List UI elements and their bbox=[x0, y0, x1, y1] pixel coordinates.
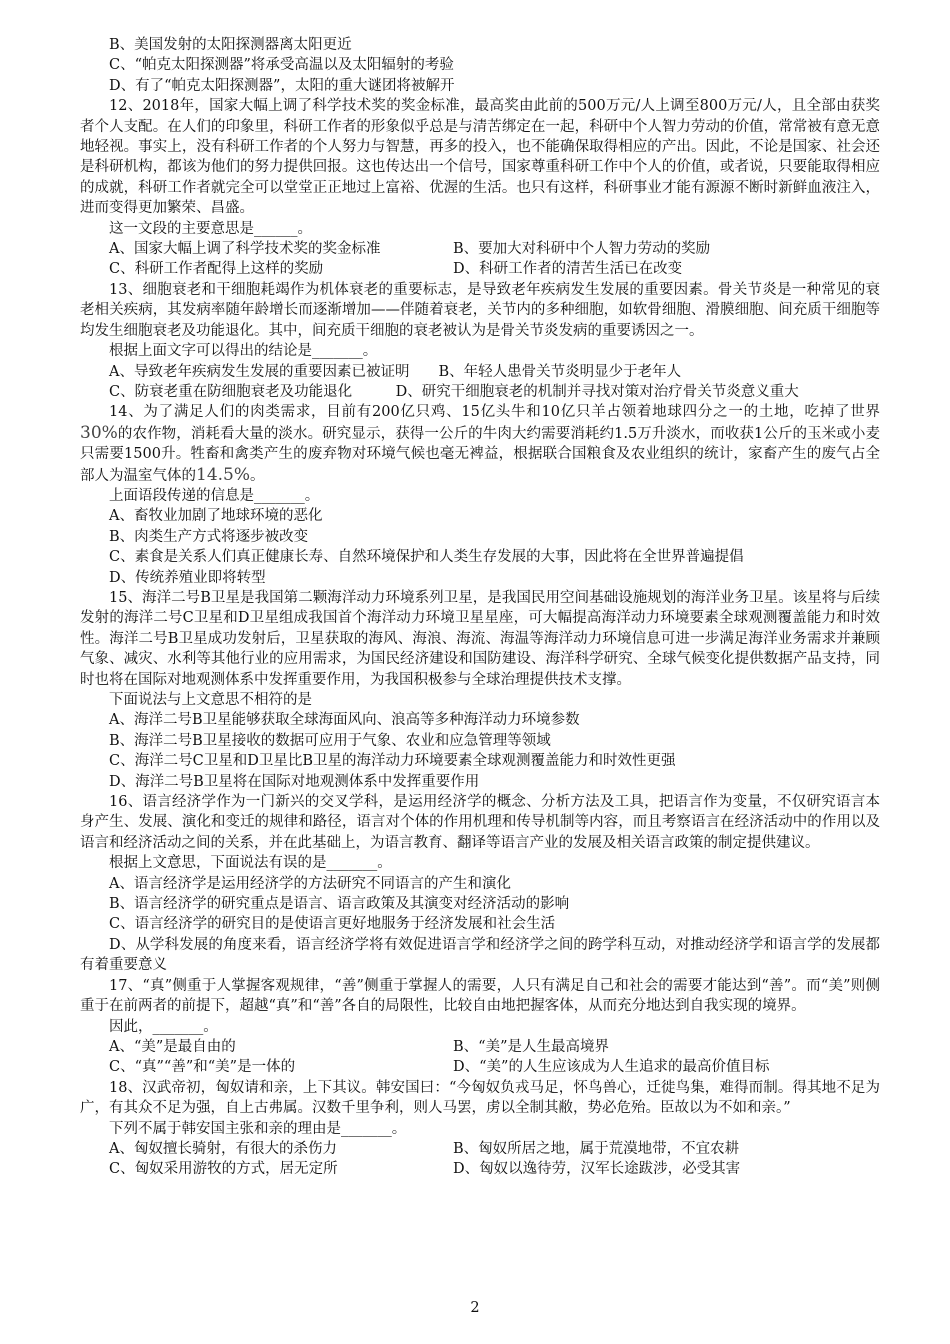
option-text: C、语言经济学的研究目的是使语言更好地服务于经济发展和社会生活 bbox=[109, 916, 556, 933]
option-text: B、美国发射的太阳探测器离太阳更近 bbox=[109, 37, 352, 53]
question-paragraph: 15、海洋二号B卫星是我国第二颗海洋动力环境系列卫星，是我国民用空间基础设施规划的海洋业务卫星。该星将与后续发射的海洋二号C卫星和D卫星组成我国首个海洋动力环境卫星星座，可大幅提高海洋动力环境要素全球观测覆盖能力和时效性。海洋二号B卫星成功发射后，卫星获取的海风、海浪、海流、海温等海洋动力环境信息可进一步满足海洋业务需求并兼顾气象、减灾、水利等其他行业的应用需求，为国民经济建设和国防建设、海洋科学研究、全球气候变化提供数据产品支持，同时也将在国际对地观测体系中发挥重要作用，为我国积极参与全球治理提供技术支撑。 bbox=[80, 589, 880, 688]
option-text: C、科研工作者配得上这样的奖励 bbox=[109, 261, 324, 278]
question-paragraph: 16、语言经济学作为一门新兴的交叉学科，是运用经济学的概念、分析方法及工具，把语言作为变量，不仅研究语言本身产生、发展、演化和变迁的规律和路径，语言对个体的作用机理和传导机制等内容，而且考察语言在经济活动中的作用以及语言和经济活动之间的关系，并在此基础上，为语言教育、翻译等语言产业的发展及相关语言政策的制定提供建议。 bbox=[80, 794, 880, 851]
question-paragraph: 上面语段传递的信息是_______。 bbox=[109, 487, 320, 504]
question-paragraph: 17、“真”侧重于人掌握客观规律，“善”侧重于掌握人的需要，人只有满足自己和社会的需要才能达到“善”。而“美”则侧重于在前两者的前提下，超越“真”和“善”各自的局限性，比较自由地把握客体，从而充分地达到自我实现的境界。 bbox=[80, 977, 880, 1015]
option-text: A、国家大幅上调了科学技术奖的奖金标准 bbox=[109, 241, 381, 258]
option-text: A、“美”是最自由的 bbox=[109, 1038, 236, 1055]
option-row bbox=[80, 1057, 880, 1077]
option-text: D、匈奴以逸待劳，汉军长途跋涉，必受其害 bbox=[453, 1161, 741, 1178]
question-paragraph: 下面说法与上文意思不相符的是 bbox=[109, 692, 312, 708]
document-body bbox=[80, 35, 880, 1180]
option-text: B、匈奴所居之地，属于荒漠地带，不宜农耕 bbox=[453, 1140, 740, 1157]
paragraph-text: 的农作物，消耗看大量的淡水。研究显示，获得一公斤的牛肉大约需要消耗约1.5万升淡水，而收获1公斤的玉米或小麦只需要1500升。牲畜和禽类产生的废弃物对环境气候也毫无裨益，根据联合国粮食及农业组织的统计，家畜产生的废气占全部人为温室气体的 bbox=[80, 425, 880, 484]
question-paragraph: 18、汉武帝初，匈奴请和亲，上下其议。韩安国曰：“今匈奴负戎马足，怀鸟兽心，迁徙鸟集，难得而制。得其地不足为广，有其众不足为强，自上古弗属。汉数千里争利，则人马罢，虏以全制其敝，势必危殆。臣故以为不如和亲。” bbox=[80, 1079, 880, 1117]
paragraph-text: 。 bbox=[250, 467, 265, 484]
page-number: 2 bbox=[470, 1300, 480, 1316]
option-text: D、从学科发展的角度来看，语言经济学将有效促进语言学和经济学之间的跨学科互动，对推动经济学和语言学的发展都有着重要意义 bbox=[80, 936, 880, 974]
option-text: C、匈奴采用游牧的方式，居无定所 bbox=[109, 1161, 338, 1178]
option-text: B、肉类生产方式将逐步被改变 bbox=[109, 528, 309, 545]
option-row bbox=[80, 1139, 880, 1159]
option-text: B、要加大对科研中个人智力劳动的奖励 bbox=[453, 241, 711, 258]
paragraph-text: 14、为了满足人们的肉类需求，目前有200亿只鸡、15亿头牛和10亿只羊占领着地球四分之一的土地，吃掉了世界 bbox=[109, 404, 880, 421]
question-paragraph bbox=[80, 402, 880, 486]
option-text: C、“帕克太阳探测器”将承受高温以及太阳辐射的考验 bbox=[109, 57, 454, 74]
question-paragraph: 这一文段的主要意思是______。 bbox=[109, 220, 312, 237]
option-text: A、语言经济学是运用经济学的方法研究不同语言的产生和演化 bbox=[109, 875, 511, 892]
option-text: D、有了“帕克太阳探测器”，太阳的重大谜团将被解开 bbox=[109, 77, 455, 94]
percentage-figure: 30% bbox=[80, 422, 118, 443]
question-paragraph: 因此，_______。 bbox=[109, 1018, 218, 1035]
percentage-figure: 14.5% bbox=[196, 464, 251, 485]
option-text: A、导致老年疾病发生发展的重要因素已被证明 B、年轻人患骨关节炎明显少于老年人 bbox=[109, 363, 682, 380]
option-text: B、语言经济学的研究重点是语言、语言政策及其演变对经济活动的影响 bbox=[109, 896, 570, 913]
option-row bbox=[80, 1037, 880, 1057]
option-text: D、科研工作者的清苦生活已在改变 bbox=[453, 261, 683, 278]
option-row bbox=[80, 1159, 880, 1179]
option-text: C、素食是关系人们真正健康长寿、自然环境保护和人类生存发展的大事，因此将在全世界普遍提倡 bbox=[109, 549, 744, 566]
option-text: A、匈奴擅长骑射，有很大的杀伤力 bbox=[109, 1140, 337, 1157]
option-text: A、畜牧业加剧了地球环境的恶化 bbox=[109, 508, 323, 525]
option-text: D、海洋二号B卫星将在国际对地观测体系中发挥重要作用 bbox=[109, 773, 480, 790]
question-paragraph: 12、2018年，国家大幅上调了科学技术奖的奖金标准，最高奖由此前的500万元/人上调至800万元/人，且全部由获奖者个人支配。在人们的印象里，科研工作者的形象似乎总是与清苦绑定在一起，科研中个人智力劳动的价值，常常被有意无意地轻视。事实上，没有科研工作者的个人努力与智慧，再多的投入，也不能确保取得相应的产出。因此，不论是国家、社会还是科研机构，都该为他们的努力提供回报。这也传达出一个信号，国家尊重科研工作中个人的价值，或者说，只要能取得相应的成就，科研工作者就完全可以堂堂正正地过上富裕、优渥的生活。也只有这样，科研事业才能有源源不断时新鲜血液注入，进而变得更加繁荣、昌盛。 bbox=[80, 98, 880, 217]
option-text: B、“美”是人生最高境界 bbox=[453, 1038, 609, 1055]
question-paragraph: 根据上文意思，下面说法有误的是_______。 bbox=[109, 855, 392, 872]
question-paragraph: 下列不属于韩安国主张和亲的理由是_______。 bbox=[109, 1120, 407, 1137]
option-row bbox=[80, 239, 880, 259]
option-text: D、“美”的人生应该成为人生追求的最高价值目标 bbox=[453, 1059, 770, 1076]
option-text: C、“真”“善”和“美”是一体的 bbox=[109, 1059, 296, 1076]
option-text: B、海洋二号B卫星接收的数据可应用于气象、农业和应急管理等领域 bbox=[109, 732, 551, 749]
option-text: C、防衰老重在防细胞衰老及功能退化 D、研究干细胞衰老的机制并寻找对策对治疗骨关节炎意义重大 bbox=[109, 383, 799, 400]
option-text: D、传统养殖业即将转型 bbox=[109, 569, 266, 586]
option-text: C、海洋二号C卫星和D卫星比B卫星的海洋动力环境要素全球观测覆盖能力和时效性更强 bbox=[109, 753, 676, 770]
question-paragraph: 根据上面文字可以得出的结论是_______。 bbox=[109, 343, 378, 360]
option-text: A、海洋二号B卫星能够获取全球海面风向、浪高等多种海洋动力环境参数 bbox=[109, 712, 580, 729]
option-row bbox=[80, 259, 880, 279]
question-paragraph: 13、细胞衰老和干细胞耗竭作为机体衰老的重要标志，是导致老年疾病发生发展的重要因素。骨关节炎是一种常见的衰老相关疾病，其发病率随年龄增长而逐渐增加——伴随着衰老，关节内的多种细胞，如软骨细胞、滑膜细胞、间充质干细胞等均发生细胞衰老及功能退化。其中，间充质干细胞的衰老被认为是骨关节炎发病的重要诱因之一。 bbox=[80, 281, 880, 339]
